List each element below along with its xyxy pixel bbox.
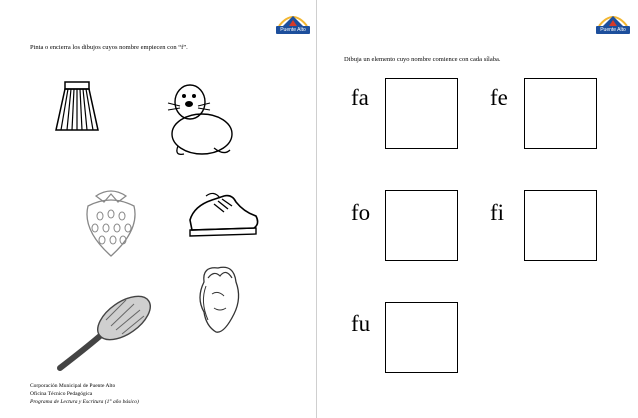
syllable-fe: fe <box>490 85 508 110</box>
seal-drawing-icon[interactable] <box>158 76 238 160</box>
syllable-fa: fa <box>351 85 369 110</box>
left-instruction: Pinta o encierra los dibujos cuyos nombre empiecen con “f”. <box>30 44 188 51</box>
drawing-box-fo[interactable] <box>385 190 458 261</box>
shoe-drawing-icon[interactable] <box>184 190 262 240</box>
drawing-box-fu[interactable] <box>385 302 458 373</box>
logo-text: Puente Alto <box>276 26 310 34</box>
face-drawing-icon[interactable] <box>194 262 244 338</box>
brush-drawing-icon[interactable] <box>56 288 156 374</box>
drawing-box-fa[interactable] <box>385 78 458 149</box>
syllable-fo: fo <box>351 200 371 225</box>
skirt-drawing-icon[interactable] <box>52 80 102 136</box>
right-instruction: Dibuja un elemento cuyo nombre comience con cada sílaba. <box>344 56 501 63</box>
strawberry-drawing-icon[interactable] <box>78 186 144 260</box>
right-worksheet-page <box>318 0 638 418</box>
footer-line-institution: Corporación Municipal de Puente Alto <box>30 383 116 389</box>
page-divider <box>316 0 317 418</box>
drawing-box-fi[interactable] <box>524 190 597 261</box>
puente-alto-logo <box>276 10 310 36</box>
footer-line-office: Oficina Técnico Pedagógica <box>30 391 93 397</box>
drawing-box-fe[interactable] <box>524 78 597 149</box>
left-footer <box>30 382 139 406</box>
left-worksheet-page <box>0 0 316 418</box>
syllable-fu: fu <box>351 311 371 336</box>
footer-line-program: Programa de Lectura y Escritura (1° año básico) <box>30 399 139 405</box>
puente-alto-logo <box>596 10 630 36</box>
logo-text: Puente Alto <box>596 26 630 34</box>
syllable-fi: fi <box>490 200 505 225</box>
